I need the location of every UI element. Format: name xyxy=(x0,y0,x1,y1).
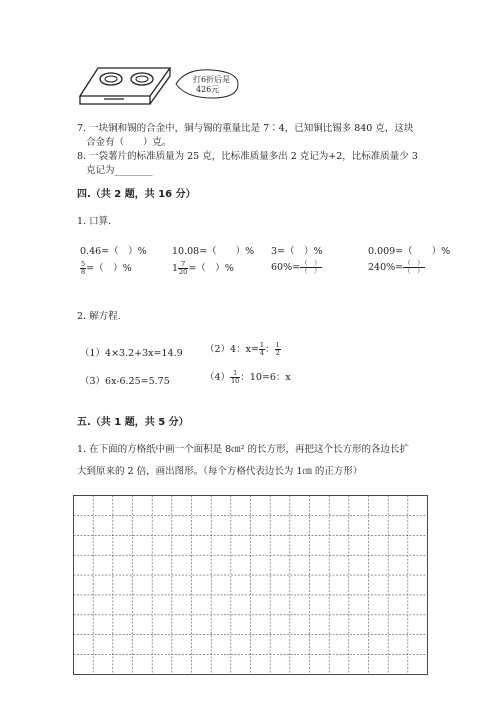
calc-5: $\frac{5}{8}$ =（ ）% xyxy=(81,260,132,276)
calc-8: 240%= $\frac{( )}{( )}$ xyxy=(368,259,424,275)
section-5-heading: 五.（共 1 题，共 5 分） xyxy=(77,417,189,428)
calc-3: 3=（ ）% xyxy=(271,246,323,257)
fraction: $\frac{( )}{( )}$ xyxy=(301,259,321,275)
q8-line2: 克记为________ xyxy=(86,165,153,176)
fraction: $\frac{1}{2}$ xyxy=(275,341,280,357)
fraction: $\frac{7}{20}$ xyxy=(179,260,188,276)
price-tag-label: 打6折后是 xyxy=(193,75,231,84)
calc-2: 10.08=（ ）% xyxy=(172,246,255,257)
equation-1: （1）4×3.2+3x=14.9 xyxy=(80,348,183,359)
section-5-q1-line1: 1. 在下面的方格纸中画一个面积是 8㎝² 的长方形，再把这个长方形的各边长扩 xyxy=(77,444,409,455)
equation-3: （3）6x-6.25=5.75 xyxy=(80,376,170,387)
grid-paper[interactable] xyxy=(73,495,428,675)
q7-line1: 7. 一块铜和锡的合金中，铜与锡的重量比是 7∶4，已知铜比锡多 840 克，这块 xyxy=(77,123,414,134)
fraction: $\frac{1}{4}$ xyxy=(259,341,265,357)
price-tag-value: 426元 xyxy=(196,85,220,94)
section-5-q1-line2: 大到原来的 2 倍，画出图形。（每个方格代表边长为 1㎝ 的正方形） xyxy=(77,466,363,477)
calc-4: 0.009=（ ）% xyxy=(368,246,451,257)
fraction: $\frac{( )}{( )}$ xyxy=(404,259,424,275)
calc-6: 1 $\frac{7}{20}$ =（ ）% xyxy=(172,260,234,276)
fraction: $\frac{1}{10}$ xyxy=(231,369,240,385)
calc-7: 60%= $\frac{( )}{( )}$ xyxy=(271,259,321,275)
q1-title: 1. 口算. xyxy=(77,216,112,227)
q7-line2: 合金有（ ）克。 xyxy=(86,137,172,148)
equation-2: （2）4：x= $\frac{1}{4}$ ： $\frac{1}{2}$ xyxy=(205,341,280,357)
q8-line1: 8. 一袋薯片的标准质量为 25 克，比标准质量多出 2 克记为+2，比标准质量少 3 xyxy=(77,151,418,162)
calc-1: 0.46=（ ）% xyxy=(80,246,147,257)
equation-4: （4） $\frac{1}{10}$ ：10=6：x xyxy=(205,369,291,385)
fraction: $\frac{5}{8}$ xyxy=(81,260,86,276)
section-4-heading: 四.（共 2 题，共 16 分） xyxy=(77,189,196,200)
q2-title: 2. 解方程. xyxy=(77,311,121,322)
